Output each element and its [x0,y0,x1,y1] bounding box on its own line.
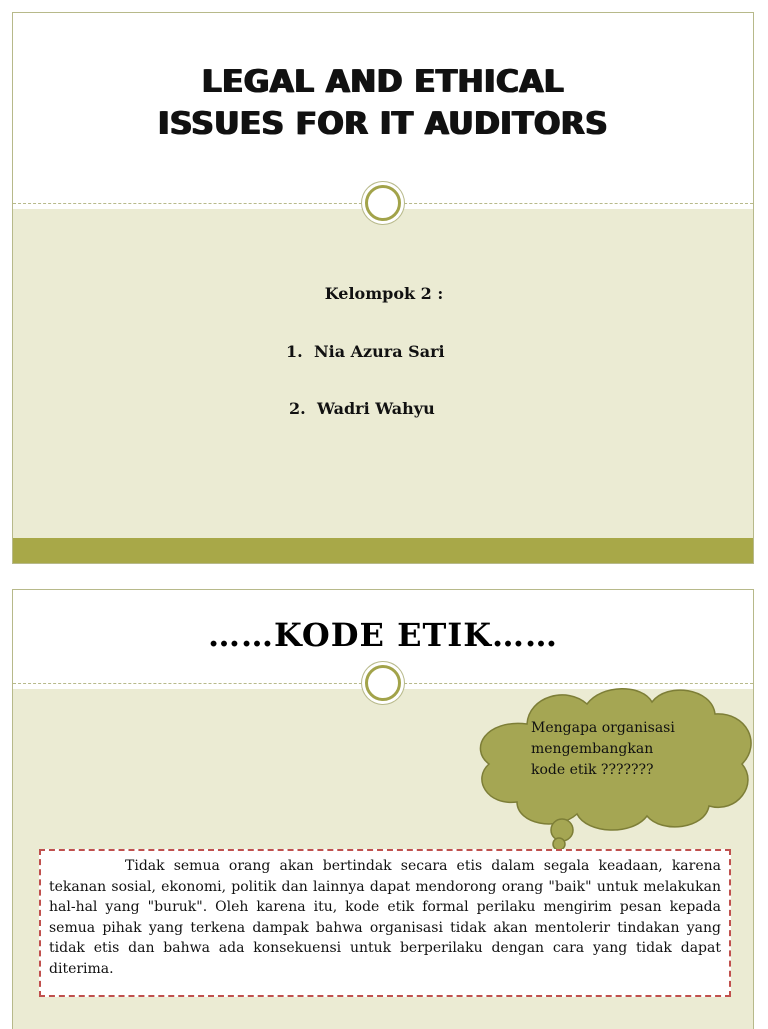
slide-1-title-area [13,13,753,203]
cloud-line: Mengapa organisasi [531,720,675,736]
slide-1-title [13,61,753,145]
slide-2 [12,589,754,1029]
cloud-question [531,718,711,781]
member-name: Wadri Wahyu [317,399,435,418]
title-line-1: LEGAL AND ETHICAL [201,64,565,100]
explanation-paragraph: Tidak semua orang akan bertindak secara etis dalam segala keadaan, karena tekanan sosial, ekonomi, politik dan lainnya dapat mendorong orang "baik" untuk melakukan hal-hal yang "buruk". Oleh karena itu, kode etik formal perilaku mengirim pesan kepada semua pihak yang terkena dampak bahwa organisasi tidak akan mentolerir tindakan yang tidak etis dan bahwa ada konsekuensi untuk berperilaku dengan cara yang tidak dapat diterima. [49,858,721,977]
member-item [286,342,445,361]
group-label: Kelompok 2 : [324,284,444,303]
cloud-line: kode etik ??????? [531,762,654,778]
slide-1 [12,12,754,564]
ring-ornament-icon [365,665,401,701]
slide-2-title: ……KODE ETIK…… [207,616,559,654]
member-name: Nia Azura Sari [314,342,445,361]
cloud-line: mengembangkan [531,741,654,757]
member-number: 1. [286,342,303,361]
slide-1-content-area [13,209,753,538]
member-item [289,399,435,418]
member-number: 2. [289,399,306,418]
title-line-2: ISSUES FOR IT AUDITORS [157,106,609,142]
slide-1-footer-band [13,538,753,564]
ring-ornament-icon [365,185,401,221]
explanation-box [39,849,731,997]
